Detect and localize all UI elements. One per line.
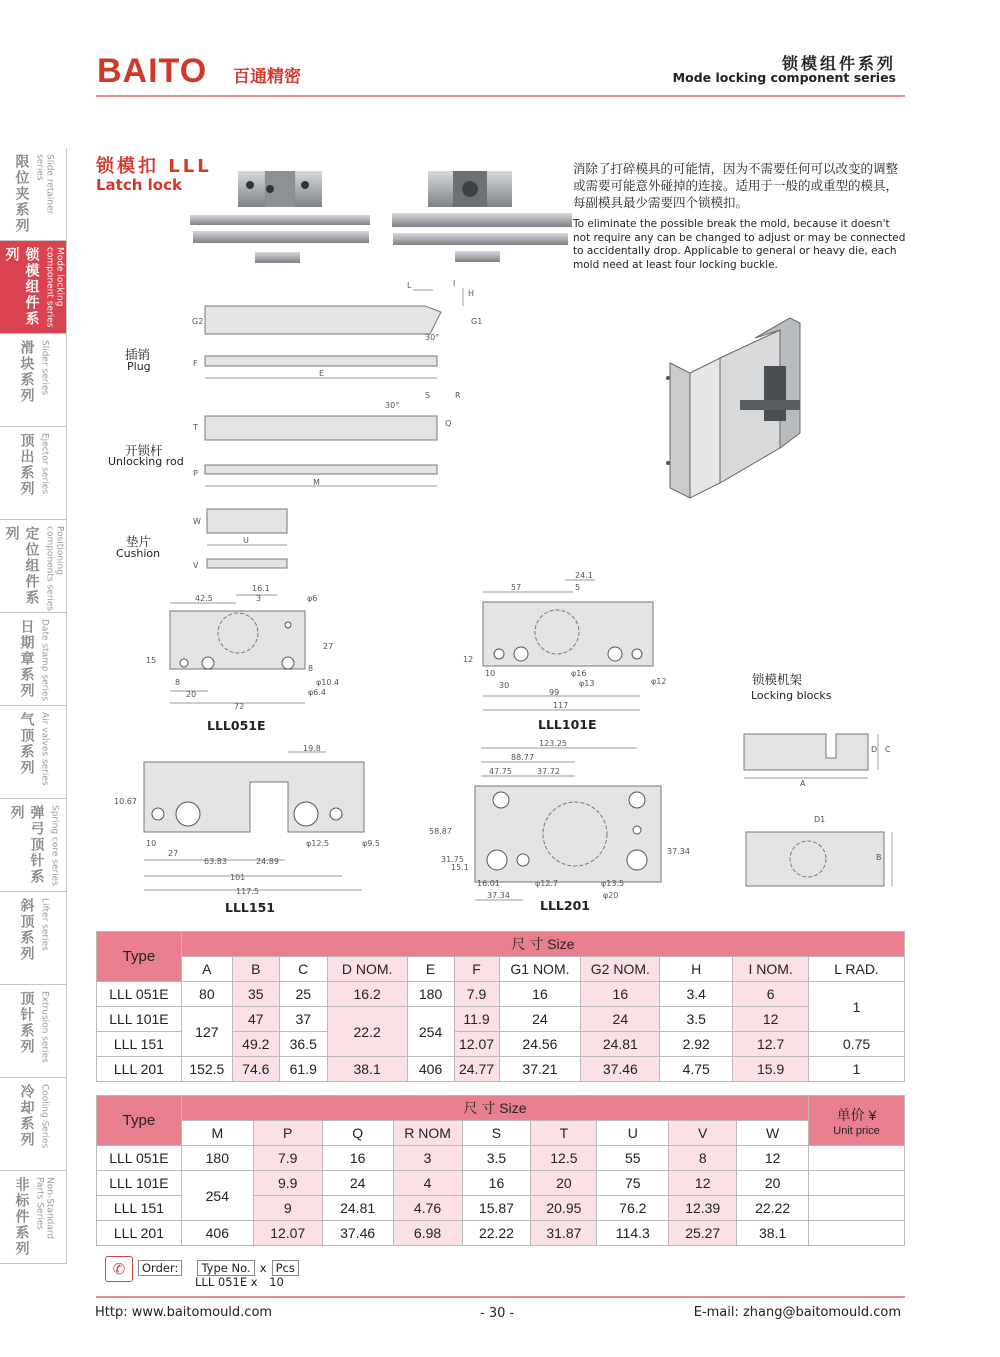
table-cell: 180 (181, 1146, 253, 1171)
sidebar-item-4[interactable] (0, 520, 67, 613)
table-cell: 47 (232, 1007, 279, 1032)
price-cell (809, 1146, 905, 1171)
sidebar-item-label-cn: 弹弓顶针系列 (8, 805, 45, 885)
column-header: T (531, 1121, 597, 1146)
unlock-rod-label-en: Unlocking rod (108, 455, 184, 468)
dim-051-k: φ10.4 (316, 678, 340, 687)
cushion-label-en: Cushion (116, 547, 161, 560)
brand-logo: BAITO (97, 52, 208, 90)
dim-051-d: φ6 (307, 594, 318, 603)
dim-051-c: 3 (256, 594, 262, 603)
column-header: E (407, 957, 454, 982)
price-cell (809, 1171, 905, 1196)
locking-blocks-label-cn: 锁模机架 (752, 672, 803, 687)
dim-151-g: 101 (230, 873, 246, 882)
price-cell (809, 1196, 905, 1221)
dim-201-h: 37.34 (667, 847, 690, 856)
dim-block-D: D (871, 745, 878, 754)
table-cell: LLL 201 (97, 1221, 182, 1246)
table-cell: 9 (253, 1196, 322, 1221)
sidebar-item-label-en: Air valves series (39, 712, 50, 786)
column-header: R NOM (393, 1121, 462, 1146)
column-header: W (737, 1121, 809, 1146)
column-header: G1 NOM. (499, 957, 581, 982)
table-cell: 8 (669, 1146, 737, 1171)
locking-blocks-label-en: Locking blocks (751, 689, 832, 702)
sidebar-item-label-cn: 斜顶系列 (18, 898, 35, 962)
table-cell: 76.2 (597, 1196, 669, 1221)
table-cell: 49.2 (232, 1032, 279, 1057)
table-cell: 12.07 (253, 1221, 322, 1246)
dim-101-a: 57 (511, 583, 522, 592)
table-cell: 15.9 (733, 1057, 809, 1082)
table2-size-header: 尺 寸 Size (181, 1096, 808, 1121)
dim-201-e: 58.87 (429, 827, 452, 836)
sidebar-item-label-cn: 顶出系列 (18, 433, 35, 497)
dim-051-e: 15 (146, 656, 157, 665)
section-title-en: Latch lock (96, 176, 182, 194)
dim-plug-angle: 30° (425, 333, 440, 342)
dim-rod-Q: Q (445, 419, 452, 428)
table-cell: 12.39 (669, 1196, 737, 1221)
dim-201-k: φ12.7 (535, 879, 559, 888)
table-cell: LLL 151 (97, 1196, 182, 1221)
dim-101-j: φ13 (579, 679, 595, 688)
cushion-label-cn: 垫片 (126, 534, 152, 549)
lll051e-drawing (140, 585, 350, 715)
dim-101-h: 117 (553, 701, 569, 710)
table-cell: 114.3 (597, 1221, 669, 1246)
sidebar-item-label-en: Spring core series (49, 805, 60, 886)
column-header: L RAD. (809, 957, 905, 982)
dim-201-i: 16.01 (477, 879, 500, 888)
table-cell: LLL 051E (97, 982, 182, 1007)
table-cell: 16 (462, 1171, 531, 1196)
table-cell: 3 (393, 1146, 462, 1171)
sidebar-item-label-en: Non-Standard Parts Series (34, 1177, 55, 1240)
dim-rod-R: R (455, 391, 461, 400)
table-cell: 24.77 (454, 1057, 499, 1082)
table-cell: 406 (407, 1057, 454, 1082)
page-number: - 30 - (480, 1306, 515, 1321)
dim-051-b: 16.1 (252, 584, 270, 593)
sidebar-item-8[interactable] (0, 892, 67, 985)
dim-101-e: 10 (485, 669, 496, 678)
dim-101-f: 30 (499, 681, 510, 690)
dim-block-D1: D1 (814, 815, 826, 824)
dim-cushion-U: U (243, 536, 249, 545)
description-cn: 消除了打碎模具的可能情，因为不需要任何可以改变的调整或需要可能意外碰掉的连接。适用于一般的或重型的模具，每副模具最少需要四个锁模扣。 (573, 161, 899, 210)
table-cell: 24.81 (581, 1032, 660, 1057)
table1-size-header: 尺 寸 Size (181, 932, 904, 957)
table-cell: 37.46 (322, 1221, 393, 1246)
column-header: F (454, 957, 499, 982)
table-cell: 254 (181, 1171, 253, 1221)
table-cell: 38.1 (737, 1221, 809, 1246)
dim-051-f: 27 (323, 642, 334, 651)
price-cell (809, 1221, 905, 1246)
table-cell: 61.9 (279, 1057, 327, 1082)
sidebar-item-5[interactable] (0, 613, 67, 706)
column-header: V (669, 1121, 737, 1146)
dim-101-k: φ12 (651, 677, 667, 686)
sidebar-item-label-cn: 冷却系列 (18, 1084, 35, 1148)
table-cell: 0.75 (809, 1032, 905, 1057)
sidebar-item-11[interactable] (0, 1171, 67, 1264)
order-example-type: LLL 051E (195, 1275, 248, 1289)
dim-plug-I: I (453, 279, 456, 288)
dim-plug-L: L (407, 281, 412, 290)
column-header: A (181, 957, 232, 982)
table-cell: 1 (809, 982, 905, 1032)
dim-plug-E: E (319, 369, 325, 378)
table-cell: 16 (581, 982, 660, 1007)
sidebar-item-label-en: Slider series (39, 340, 50, 396)
category-sidebar (0, 148, 67, 1266)
column-header: Q (322, 1121, 393, 1146)
table-cell: 12.07 (454, 1032, 499, 1057)
table-cell: LLL 051E (97, 1146, 182, 1171)
table-cell: 12.5 (531, 1146, 597, 1171)
table-cell: 55 (597, 1146, 669, 1171)
locking-blocks-drawing (738, 722, 898, 892)
dim-051-l: φ6.4 (308, 688, 326, 697)
size-table-1 (96, 931, 905, 1082)
series-title-cn: 锁模组件系列 (781, 54, 896, 73)
sidebar-item-label-cn: 锁模组件系列 (3, 247, 40, 327)
order-label: Order: (138, 1260, 182, 1276)
dim-151-d: 27 (168, 849, 179, 858)
dim-151-j: φ9.5 (362, 839, 380, 848)
table-cell: 74.6 (232, 1057, 279, 1082)
plug-label-en: Plug (127, 360, 151, 373)
column-header: C (279, 957, 327, 982)
table-cell: 22.22 (462, 1221, 531, 1246)
table-cell: 20 (737, 1171, 809, 1196)
part-label-lll101e: LLL101E (538, 717, 597, 732)
table-cell: 24.56 (499, 1032, 581, 1057)
dim-rod-T: T (193, 423, 198, 432)
dim-201-l: φ13.5 (601, 879, 625, 888)
column-header: M (181, 1121, 253, 1146)
table-cell: 75 (597, 1171, 669, 1196)
dim-201-f: 31.75 (441, 855, 464, 864)
dim-plug-F: F (193, 359, 198, 368)
sidebar-item-label-cn: 定位组件系列 (3, 526, 40, 606)
unit-price-en: Unit price (833, 1124, 880, 1137)
table-cell: 254 (407, 1007, 454, 1057)
dim-rod-S: S (425, 391, 431, 400)
sidebar-item-label-en: Lifter series (39, 898, 50, 951)
phone-icon: ✆ (105, 1256, 133, 1282)
plug-label-cn: 插销 (125, 347, 151, 362)
part-label-lll051e: LLL051E (207, 718, 266, 733)
table-cell: 12 (737, 1146, 809, 1171)
sidebar-item-label-cn: 滑块系列 (18, 340, 35, 404)
sidebar-item-label-cn: 日期章系列 (18, 619, 35, 699)
dim-201-m: φ20 (603, 891, 619, 900)
table-cell: 4.75 (660, 1057, 733, 1082)
table-cell: 4.76 (393, 1196, 462, 1221)
dim-051-a: 42.5 (195, 594, 213, 603)
dim-151-f: 24.89 (256, 857, 279, 866)
table-cell: 7.9 (454, 982, 499, 1007)
footer-email[interactable]: E-mail: zhang@baitomould.com (693, 1305, 901, 1320)
dim-101-b: 24.1 (575, 571, 593, 580)
dim-051-j: 8 (308, 664, 314, 673)
dim-201-a: 123.25 (539, 739, 567, 748)
dim-151-h: 117.5 (236, 887, 259, 896)
sidebar-item-label-en: Slide retainer series (34, 154, 55, 215)
table-cell: 12 (733, 1007, 809, 1032)
dim-101-c: 5 (575, 583, 581, 592)
order-times: x (259, 1261, 267, 1275)
table-cell: 80 (181, 982, 232, 1007)
unlock-rod-label-cn: 开锁杆 (125, 443, 163, 458)
sidebar-item-0[interactable] (0, 148, 67, 241)
table-cell: 22.22 (737, 1196, 809, 1221)
unit-price-cn: 单价 ¥ (836, 1106, 877, 1123)
dim-plug-G1: G1 (471, 317, 483, 326)
part-label-lll151: LLL151 (225, 900, 275, 915)
part-label-lll201: LLL201 (540, 898, 590, 913)
dim-plug-G2: G2 (192, 317, 204, 326)
table-cell: 7.9 (253, 1146, 322, 1171)
sidebar-item-10[interactable] (0, 1078, 67, 1171)
dim-051-g: 8 (175, 678, 181, 687)
table-cell: 22.2 (327, 1007, 407, 1057)
sidebar-item-label-cn: 顶针系列 (18, 991, 35, 1055)
table-cell: 38.1 (327, 1057, 407, 1082)
sidebar-item-1[interactable] (0, 241, 67, 334)
unit-price-header (809, 1096, 905, 1146)
order-pcs: Pcs (272, 1260, 299, 1276)
column-header: H (660, 957, 733, 982)
column-header: B (232, 957, 279, 982)
dim-151-a: 19.8 (303, 744, 321, 753)
sidebar-item-9[interactable] (0, 985, 67, 1078)
table-cell: 24 (322, 1171, 393, 1196)
dim-block-B: B (876, 853, 882, 862)
table-cell: LLL 101E (97, 1171, 182, 1196)
table-cell: 24 (581, 1007, 660, 1032)
product-photo (185, 165, 565, 270)
column-header: P (253, 1121, 322, 1146)
sidebar-item-7[interactable] (0, 799, 67, 892)
sidebar-item-label-en: Cooling Series (39, 1084, 50, 1149)
table-cell: 25 (279, 982, 327, 1007)
brand-name-cn: 百通精密 (233, 67, 301, 87)
table-cell: 25.27 (669, 1221, 737, 1246)
sidebar-item-label-cn: 非标件系列 (13, 1177, 30, 1257)
table-cell: 24 (499, 1007, 581, 1032)
sidebar-item-label-en: Extrusion series (39, 991, 50, 1063)
sidebar-item-6[interactable] (0, 706, 67, 799)
table-cell: 9.9 (253, 1171, 322, 1196)
sidebar-item-label-cn: 气顶系列 (18, 712, 35, 776)
table-cell: 12.7 (733, 1032, 809, 1057)
sidebar-item-label-en: Date stamp series (39, 619, 50, 702)
dim-cushion-V: V (193, 561, 199, 570)
table-cell: 20 (531, 1171, 597, 1196)
section-title-cn: 锁模扣 LLL (96, 156, 212, 177)
component-drawings (185, 280, 485, 575)
table-cell: 127 (181, 1007, 232, 1057)
order-example-times: x (250, 1275, 258, 1289)
table-cell: 180 (407, 982, 454, 1007)
column-header: I NOM. (733, 957, 809, 982)
table1-type-header: Type (97, 932, 182, 982)
table2-type-header: Type (97, 1096, 182, 1146)
column-header: G2 NOM. (581, 957, 660, 982)
column-header: D NOM. (327, 957, 407, 982)
lll151-drawing (110, 742, 390, 902)
table-cell: 4 (393, 1171, 462, 1196)
table-cell: 12 (669, 1171, 737, 1196)
order-example (195, 1275, 284, 1289)
sidebar-item-3[interactable] (0, 427, 67, 520)
footer-website[interactable]: Http: www.baitomould.com (95, 1305, 273, 1320)
column-header: U (597, 1121, 669, 1146)
table-cell: 31.87 (531, 1221, 597, 1246)
table-cell: LLL 151 (97, 1032, 182, 1057)
dim-201-g: 15.1 (451, 863, 469, 872)
series-title-en: Mode locking component series (672, 70, 896, 85)
sidebar-item-2[interactable] (0, 334, 67, 427)
table-cell: 11.9 (454, 1007, 499, 1032)
table-cell: 37.46 (581, 1057, 660, 1082)
footer-rule (96, 1296, 905, 1298)
dim-201-c: 47.75 (489, 767, 512, 776)
dim-block-A: A (800, 779, 806, 788)
dim-201-b: 88.77 (511, 753, 534, 762)
table-cell: 37.21 (499, 1057, 581, 1082)
table-cell: 406 (181, 1221, 253, 1246)
dim-151-b: 10.67 (114, 797, 137, 806)
dim-151-c: 10 (146, 839, 157, 848)
header-rule (96, 95, 905, 97)
dim-201-d: 37.72 (537, 767, 560, 776)
dim-151-i: φ12.5 (306, 839, 330, 848)
table-cell: 16 (499, 982, 581, 1007)
table-cell: LLL 101E (97, 1007, 182, 1032)
dim-rod-P: P (193, 469, 198, 478)
table-cell: 20.95 (531, 1196, 597, 1221)
sidebar-item-label-cn: 限位夹系列 (13, 154, 30, 234)
table-cell: 1 (809, 1057, 905, 1082)
dim-201-j: 37.34 (487, 891, 510, 900)
table-cell: 3.4 (660, 982, 733, 1007)
dim-rod-M: M (313, 478, 320, 487)
dim-151-e: 63.83 (204, 857, 227, 866)
dim-051-i: 72 (234, 702, 245, 711)
table-cell: 152.5 (181, 1057, 232, 1082)
table-cell: 15.87 (462, 1196, 531, 1221)
order-type-no: Type No. (197, 1260, 254, 1276)
table-cell: 37 (279, 1007, 327, 1032)
sidebar-item-label-en: Positioning components series (44, 526, 65, 612)
table-cell: 35 (232, 982, 279, 1007)
assembly-illustration (660, 318, 840, 503)
column-header: S (462, 1121, 531, 1146)
table-cell: 24.81 (322, 1196, 393, 1221)
dim-101-g: 99 (549, 688, 560, 697)
table-cell: 36.5 (279, 1032, 327, 1057)
table-cell: 3.5 (462, 1146, 531, 1171)
sidebar-item-label-en: Ejector series (39, 433, 50, 494)
order-example-qty: 10 (269, 1275, 284, 1289)
table-cell: 16.2 (327, 982, 407, 1007)
table-cell: 6.98 (393, 1221, 462, 1246)
dim-plug-H: H (468, 289, 475, 298)
table-cell: 2.92 (660, 1032, 733, 1057)
sidebar-item-label-en: Mode locking component series (44, 247, 65, 328)
dim-cushion-W: W (193, 517, 201, 526)
table-cell: LLL 201 (97, 1057, 182, 1082)
table-cell: 3.5 (660, 1007, 733, 1032)
dim-051-h: 20 (186, 690, 197, 699)
lll201-drawing (425, 738, 690, 906)
description-en: To eliminate the possible break the mold, because it doesn't not require any can be changed to adjust or may be connected to accidentally drop. Applicable to general or heavy die, each mold need at least four locking buckle. (573, 218, 906, 271)
dim-rod-angle: 30° (385, 401, 400, 410)
table-cell: 6 (733, 982, 809, 1007)
table-cell: 16 (322, 1146, 393, 1171)
size-table-2 (96, 1095, 905, 1246)
dim-101-i: φ16 (571, 669, 587, 678)
dim-101-d: 12 (463, 655, 474, 664)
lll101e-drawing (455, 568, 675, 716)
order-section (138, 1257, 299, 1276)
dim-block-C: C (885, 745, 891, 754)
